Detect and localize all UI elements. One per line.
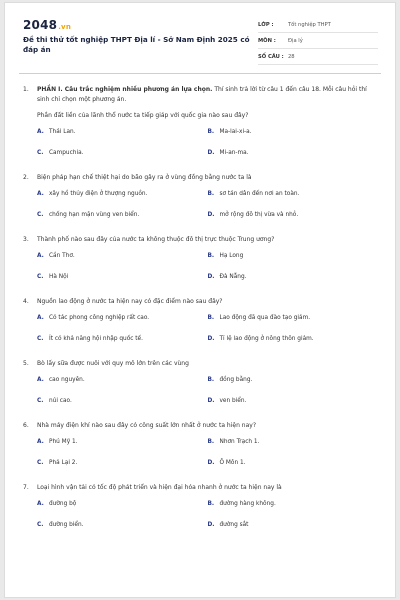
option-a[interactable] (37, 191, 208, 197)
option-c[interactable] (37, 212, 208, 218)
option-letter: A. (37, 129, 44, 135)
option-letter: C. (37, 460, 44, 466)
option-letter: D. (207, 150, 215, 156)
exam-meta (258, 17, 378, 65)
question-text: Nguồn lao động ở nước ta hiện nay có đặc điểm nào sau đây? (37, 298, 223, 305)
option-d[interactable] (208, 150, 379, 156)
options (37, 377, 378, 404)
meta-row-subject (258, 33, 378, 49)
meta-value: 28 (288, 53, 295, 60)
option-letter: A. (37, 315, 44, 321)
option-b[interactable] (208, 253, 379, 259)
question-7 (23, 483, 378, 528)
option-text: Mi-an-ma. (219, 150, 249, 156)
meta-key: LỚP : (258, 21, 274, 28)
option-text: Ít có khả năng hội nhập quốc tế. (49, 336, 143, 342)
option-text: ven biển. (219, 398, 247, 404)
option-text: mở rộng đô thị vừa và nhỏ. (219, 212, 299, 218)
option-text: cao nguyên. (49, 377, 85, 383)
question-number: 7. (23, 484, 29, 491)
option-letter: D. (207, 460, 215, 466)
option-letter: D. (207, 522, 215, 528)
page-title: Đề thi thử tốt nghiệp THPT Địa lí - Sở Nam Định 2025 có đáp án (23, 35, 250, 54)
option-letter: D. (207, 398, 215, 404)
header (5, 3, 395, 65)
exam-page (4, 2, 396, 598)
option-letter: B. (207, 315, 215, 321)
option-text: Phú Mỹ 1. (49, 439, 78, 445)
brand-name: 2048 (23, 18, 58, 32)
option-text: núi cao. (49, 398, 72, 404)
option-d[interactable] (208, 460, 379, 466)
option-d[interactable] (208, 336, 379, 342)
options (37, 439, 378, 466)
question-3 (23, 235, 378, 280)
options (37, 501, 378, 528)
question-1 (23, 85, 378, 156)
option-c[interactable] (37, 460, 208, 466)
option-a[interactable] (37, 315, 208, 321)
option-c[interactable] (37, 522, 208, 528)
option-letter: D. (207, 274, 215, 280)
option-c[interactable] (37, 336, 208, 342)
option-letter: B. (207, 501, 215, 507)
option-text: Hà Nội (49, 274, 69, 280)
question-text: Thành phố nào sau đây của nước ta không thuộc đô thị trực thuộc Trung ương? (37, 236, 275, 243)
option-text: Tỉ lệ lao động ở nông thôn giảm. (219, 336, 314, 342)
question-list (23, 85, 378, 528)
options (37, 253, 378, 280)
question-text: Bò lấy sữa được nuôi với quy mô lớn trên các vùng (37, 360, 189, 367)
brand-suffix: .vn (58, 23, 72, 31)
question-number: 1. (23, 86, 29, 93)
option-text: đường biển. (49, 522, 84, 528)
option-c[interactable] (37, 398, 208, 404)
option-letter: A. (37, 191, 44, 197)
option-letter: C. (37, 522, 44, 528)
option-letter: C. (37, 398, 44, 404)
option-text: Đà Nẵng. (219, 274, 247, 280)
question-number: 3. (23, 236, 29, 243)
option-d[interactable] (208, 522, 379, 528)
option-a[interactable] (37, 501, 208, 507)
option-text: Nhơn Trạch 1. (219, 439, 260, 445)
option-d[interactable] (208, 274, 379, 280)
option-a[interactable] (37, 253, 208, 259)
option-b[interactable] (208, 439, 379, 445)
question-4 (23, 297, 378, 342)
options (37, 191, 378, 218)
question-number: 6. (23, 422, 29, 429)
meta-value: Địa lý (288, 37, 303, 44)
part-heading: PHẦN I. Câu trắc nghiệm nhiều phương án lựa chọn. (37, 86, 213, 93)
option-a[interactable] (37, 439, 208, 445)
option-b[interactable] (208, 315, 379, 321)
option-letter: D. (207, 212, 215, 218)
question-stem: Phần đất liền của lãnh thổ nước ta tiếp giáp với quốc gia nào sau đây? (37, 112, 249, 119)
meta-row-class (258, 17, 378, 33)
question-number: 2. (23, 174, 29, 181)
question-6 (23, 421, 378, 466)
option-letter: A. (37, 501, 44, 507)
question-2 (23, 173, 378, 218)
option-letter: B. (207, 439, 215, 445)
option-b[interactable] (208, 191, 379, 197)
option-letter: C. (37, 212, 44, 218)
question-text (37, 85, 378, 105)
option-a[interactable] (37, 377, 208, 383)
meta-key: SỐ CÂU : (258, 53, 284, 60)
question-number: 5. (23, 360, 29, 367)
part-instruction: Thí sinh trả lời từ câu 1 đến câu 18. Mỗi câu hỏi thí sinh chỉ chọn một phương án. (37, 86, 367, 103)
option-letter: B. (207, 253, 215, 259)
option-text: Có tác phong công nghiệp rất cao. (49, 315, 150, 321)
option-text: Thái Lan. (49, 129, 76, 135)
meta-value: Tốt nghiệp THPT (288, 21, 331, 28)
question-text: Nhà máy điện khí nào sau đây có công suất lớn nhất ở nước ta hiện nay? (37, 422, 256, 429)
option-letter: A. (37, 377, 44, 383)
option-letter: D. (207, 336, 215, 342)
option-d[interactable] (208, 398, 379, 404)
option-letter: C. (37, 274, 44, 280)
option-b[interactable] (208, 377, 379, 383)
option-text: Cần Thơ. (49, 253, 75, 259)
question-5 (23, 359, 378, 404)
options (37, 315, 378, 342)
option-letter: B. (207, 191, 215, 197)
option-letter: B. (207, 377, 215, 383)
option-text: Lao động đã qua đào tạo giảm. (219, 315, 311, 321)
option-b[interactable] (208, 129, 379, 135)
option-letter: B. (207, 129, 215, 135)
meta-row-count (258, 49, 378, 65)
option-text: xây hồ thủy điện ở thượng nguồn. (49, 191, 148, 197)
question-text: Biện pháp hạn chế thiệt hại do bão gây ra ở vùng đồng bằng nước ta là (37, 174, 252, 181)
option-text: đường sắt (219, 522, 249, 528)
question-number: 4. (23, 298, 29, 305)
option-b[interactable] (208, 501, 379, 507)
option-text: đường bộ (49, 501, 77, 507)
option-a[interactable] (37, 129, 208, 135)
option-text: Phả Lại 2. (49, 460, 78, 466)
options (37, 129, 378, 156)
option-d[interactable] (208, 212, 379, 218)
option-text: đường hàng không. (219, 501, 276, 507)
option-letter: C. (37, 336, 44, 342)
option-text: Ma-lai-xi-a. (219, 129, 252, 135)
option-text: Campuchia. (49, 150, 84, 156)
option-letter: A. (37, 253, 44, 259)
question-text: Loại hình vận tải có tốc độ phát triển và hiện đại hóa nhanh ở nước ta hiện nay là (37, 484, 282, 491)
option-text: sơ tán dân đến nơi an toàn. (219, 191, 300, 197)
option-c[interactable] (37, 150, 208, 156)
option-text: Hạ Long (219, 253, 244, 259)
brand-logo[interactable] (23, 18, 71, 32)
option-letter: C. (37, 150, 44, 156)
header-divider (19, 73, 381, 74)
option-c[interactable] (37, 274, 208, 280)
option-text: Ô Môn 1. (219, 460, 246, 466)
option-letter: A. (37, 439, 44, 445)
option-text: đồng bằng. (219, 377, 253, 383)
option-text: chống hạn mặn vùng ven biển. (49, 212, 140, 218)
meta-key: MÔN : (258, 37, 276, 44)
